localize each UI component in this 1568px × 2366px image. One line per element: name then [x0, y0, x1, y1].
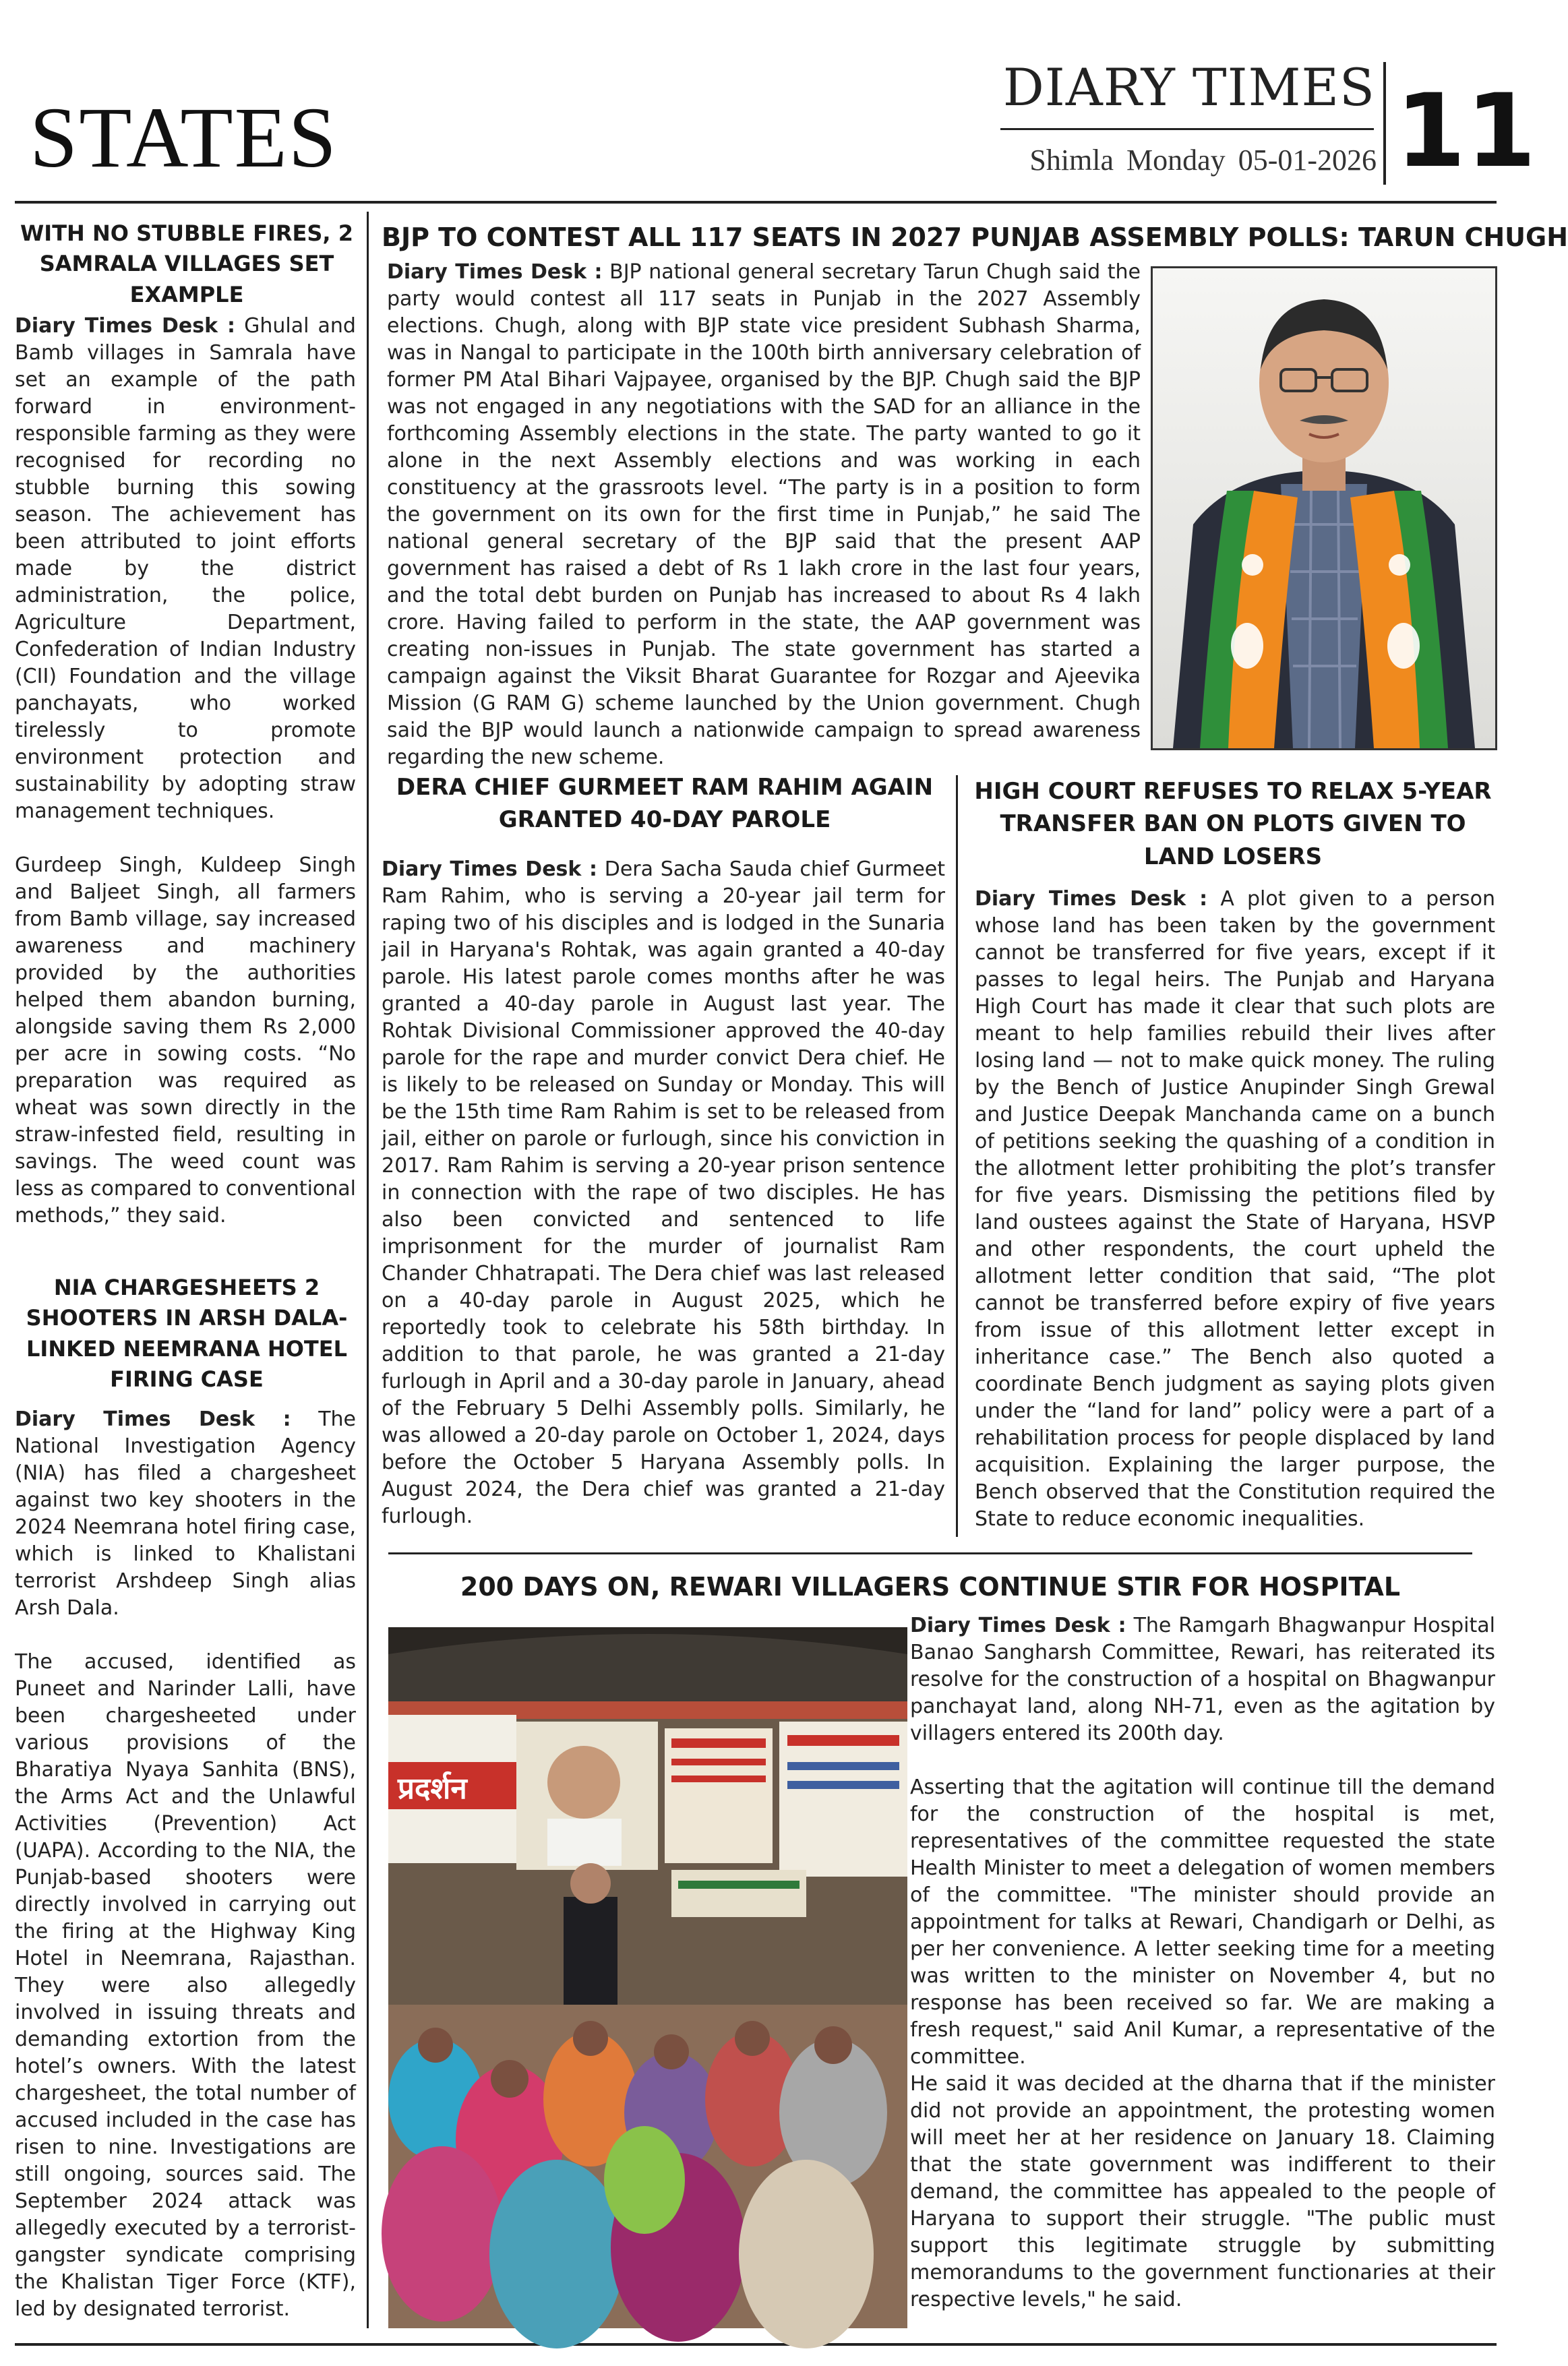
paper-name: DIARY TIMES [1002, 57, 1375, 117]
rewari-headline: 200 DAYS ON, REWARI VILLAGERS CONTINUE STIR FOR HOSPITAL [460, 1572, 1401, 1602]
dateline-day: Monday [1126, 144, 1226, 177]
banner-text: प्रदर्शन [398, 1771, 467, 1806]
bjp-headline: BJP TO CONTEST ALL 117 SEATS IN 2027 PUNJAB ASSEMBLY POLLS: TARUN CHUGH [382, 222, 1568, 252]
rewari-paragraph-3: He said it was decided at the dharna that if the minister did not provide an appointment, the protesting women will meet her at her residence on January 18. Claiming that the state government was indifferent to their demand, the committee has appealed to the people of Haryana to support their struggle. "The public must support this legitimate struggle by submitting memorandums to the government functionaries at their respective levels," he said. [910, 2072, 1495, 2311]
byline: Diary Times Desk : [975, 887, 1208, 911]
page-number: 11 [1395, 73, 1536, 190]
byline: Diary Times Desk : [15, 314, 236, 338]
column-divider-mid [956, 775, 958, 1537]
masthead-divider [1383, 62, 1386, 185]
stubble-paragraph-1: Ghulal and Bamb villages in Samrala have set an example of the path forward in environment-responsible farming as they were recognised for recording no stubble burning this sowing season. The achievement has been attributed to joint efforts made by the district administration, the police, Agriculture Department, Confederation of Indian Industry (CII) Foundation and the village panchayats, who worked tirelessly to promote environment protection and sustainability by adopting straw management techniques. [15, 314, 356, 823]
dera-article [382, 856, 945, 1530]
rewari-protest-photo [388, 1627, 907, 2328]
dateline-city: Shimla [1029, 144, 1114, 177]
tarun-chugh-photo [1153, 268, 1495, 748]
byline: Diary Times Desk : [387, 260, 603, 284]
rewari-paragraph-2: Asserting that the agitation will continue till the demand for the construction of the hospital is met, representatives of the committee requested the state Health Minister to meet a delegation of women members of the committee. "The minister should provide an appointment for talks at Rewari, Chandigarh or Delhi, as per her convenience. A letter seeking time for a meeting was written to the minister on November 4, but no response has been received so far. We are making a fresh request," said Anil Kumar, a representative of the committee. [910, 1776, 1495, 2069]
court-paragraph-1: A plot given to a person whose land has been taken by the government cannot be transferred for five years, except if it passes to legal heirs. The Punjab and Haryana High Court has made it clear that such plots are meant to help families rebuild their lives after losing land — not to make quick money. The ruling by the Bench of Justice Anupinder Singh Grewal and Justice Deepak Manchanda came on a bunch of petitions seeking the quashing of a condition in the allotment letter prohibiting the plot’s transfer for five years. Dismissing the petitions filed by land oustees against the State of Haryana, HSVP and other respondents, the court upheld the allotment letter condition that said, “The plot cannot be transferred before expiry of five years from issue of this allotment letter except in inheritance case.” The Bench also quoted a coordinate Bench judgment as saying plots given under the “land for land” policy were a part of a rehabilitation process for people displaced by land acquisition. Explaining the larger purpose, the Bench observed that the Constitution required the State to reduce economic inequalities. [975, 887, 1495, 1531]
rule-above-rewari [388, 1552, 1472, 1554]
tarun-chugh-portrait [1153, 268, 1495, 748]
bjp-paragraph-1: BJP national general secretary Tarun Chugh said the party would contest all 117 seats in Punjab in the 2027 Assembly elections. Chugh, along with BJP state vice president Subhash Sharma, was in Nangal to participate in the 100th birth anniversary celebration of former PM Atal Bihari Vajpayee, organised by the BJP. Chugh said the BJP was not engaged in any negotiations with the SAD for an alliance in the forthcoming Assembly elections in the state. The party wanted to go it alone in the next Assembly elections and was working in each constituency at the grassroots level. “The party is in a position to form the government on its own for the first time in Punjab,” he said The national general secretary of the BJP said that the present AAP government has raised a debt of Rs 1 lakh crore in the last four years, and the total debt burden on Punjab has increased to about Rs 4 lakh crore. Having failed to perform in the state, the AAP government was creating non-issues in Punjab. The state government has started a campaign against the Viksit Bharat Guarantee for Rozgar and Ajeevika Mission (G RAM G) scheme launched by the Union government. Chugh said the BJP would launch a nationwide campaign to spread awareness regarding the new scheme. [387, 260, 1141, 769]
dateline-date: 05-01-2026 [1238, 144, 1377, 177]
byline: Diary Times Desk : [910, 1614, 1126, 1637]
byline: Diary Times Desk : [382, 857, 597, 881]
bottom-rule [15, 2343, 1497, 2346]
dateline [991, 143, 1377, 177]
nia-headline: NIA CHARGESHEETS 2 SHOOTERS IN ARSH DALA-LINKED NEEMRANA HOTEL FIRING CASE [26, 1275, 348, 1393]
rewari-protest-scene [388, 1627, 907, 2328]
nia-paragraph-2: The accused, identified as Puneet and Narinder Lalli, have been chargesheeted under various provisions of the Bharatiya Nyaya Sanhita (BNS), the Arms Act and the Unlawful Activities (Prevention) Act (UAPA). According to the NIA, the Punjab-based shooters were directly involved in carrying out the firing at the Highway King Hotel in Neemrana, Rajasthan. They were also allegedly involved in issuing threats and demanding extortion from the hotel’s owners. With the latest chargesheet, the total number of accused included in the case has risen to nine. Investigations are still ongoing, sources said. The September 2024 attack was allegedly executed by a terrorist-gangster syndicate comprising the Khalistan Tiger Force (KTF), led by designated terrorist. [15, 1650, 356, 2321]
dera-headline: DERA CHIEF GURMEET RAM RAHIM AGAIN GRANTED 40-DAY PAROLE [396, 774, 934, 834]
nia-article [15, 1406, 356, 2323]
bjp-article [387, 259, 1141, 771]
masthead-underline [1000, 128, 1374, 130]
byline: Diary Times Desk : [15, 1407, 291, 1431]
dera-paragraph-1: Dera Sacha Sauda chief Gurmeet Ram Rahim, who is serving a 20-year jail term for raping two of his disciples and is lodged in the Sunaria jail in Haryana's Rohtak, was again granted a 40-day parole. His latest parole comes months after he was granted a 40-day parole in August last year. The Rohtak Divisional Commissioner approved the 40-day parole for the rape and murder convict Dera chief. He is likely to be released on Sunday or Monday. This will be the 15th time Ram Rahim is set to be released from jail, either on parole or furlough, since his conviction in 2017. Ram Rahim is serving a 20-year prison sentence in connection with the rape of two disciples. He has also been convicted and sentenced to life imprisonment for the murder of journalist Ram Chander Chhatrapati. The Dera chief was last released on a 40-day parole in August 2025, which he reportedly took to celebrate his 58th birthday. In addition to that parole, he was granted a 21-day furlough in April and a 30-day parole in January, ahead of the February 5 Delhi Assembly polls. Similarly, he was allowed a 20-day parole on October 1, 2024, days before the October 5 Haryana Assembly polls. In August 2024, the Dera chief was granted a 21-day furlough. [382, 857, 945, 1528]
stubble-paragraph-2: Gurdeep Singh, Kuldeep Singh and Baljeet Singh, all farmers from Bamb village, say increased awareness and machinery provided by the authorities helped them abandon burning, alongside saving them Rs 2,000 per acre in sowing costs. “No preparation was required as wheat was sown directly in the straw-infested field, resulting in savings. The weed count was less as compared to conventional methods,” they said. [15, 853, 356, 1227]
top-rule [15, 201, 1497, 204]
court-article [975, 886, 1495, 1533]
nia-paragraph-1: The National Investigation Agency (NIA) has filed a chargesheet against two key shooters in the 2024 Neemrana hotel firing case, which is linked to Khalistani terrorist Arshdeep Singh alias Arsh Dala. [15, 1407, 356, 1620]
rewari-paragraph-1: The Ramgarh Bhagwanpur Hospital Banao Sangharsh Committee, Rewari, has reiterated its resolve for the construction of a hospital on Bhagwanpur panchayat land, along NH-71, even as the agitation by villagers entered its 200th day. [910, 1614, 1495, 1745]
rewari-article [910, 1612, 1495, 2313]
stubble-article [15, 313, 356, 1230]
stubble-headline: WITH NO STUBBLE FIRES, 2 SAMRALA VILLAGES SET EXAMPLE [20, 220, 353, 307]
column-divider-left [367, 212, 369, 2328]
court-headline: HIGH COURT REFUSES TO RELAX 5-YEAR TRANSFER BAN ON PLOTS GIVEN TO LAND LOSERS [974, 778, 1492, 870]
section-title: STATES [30, 90, 338, 185]
